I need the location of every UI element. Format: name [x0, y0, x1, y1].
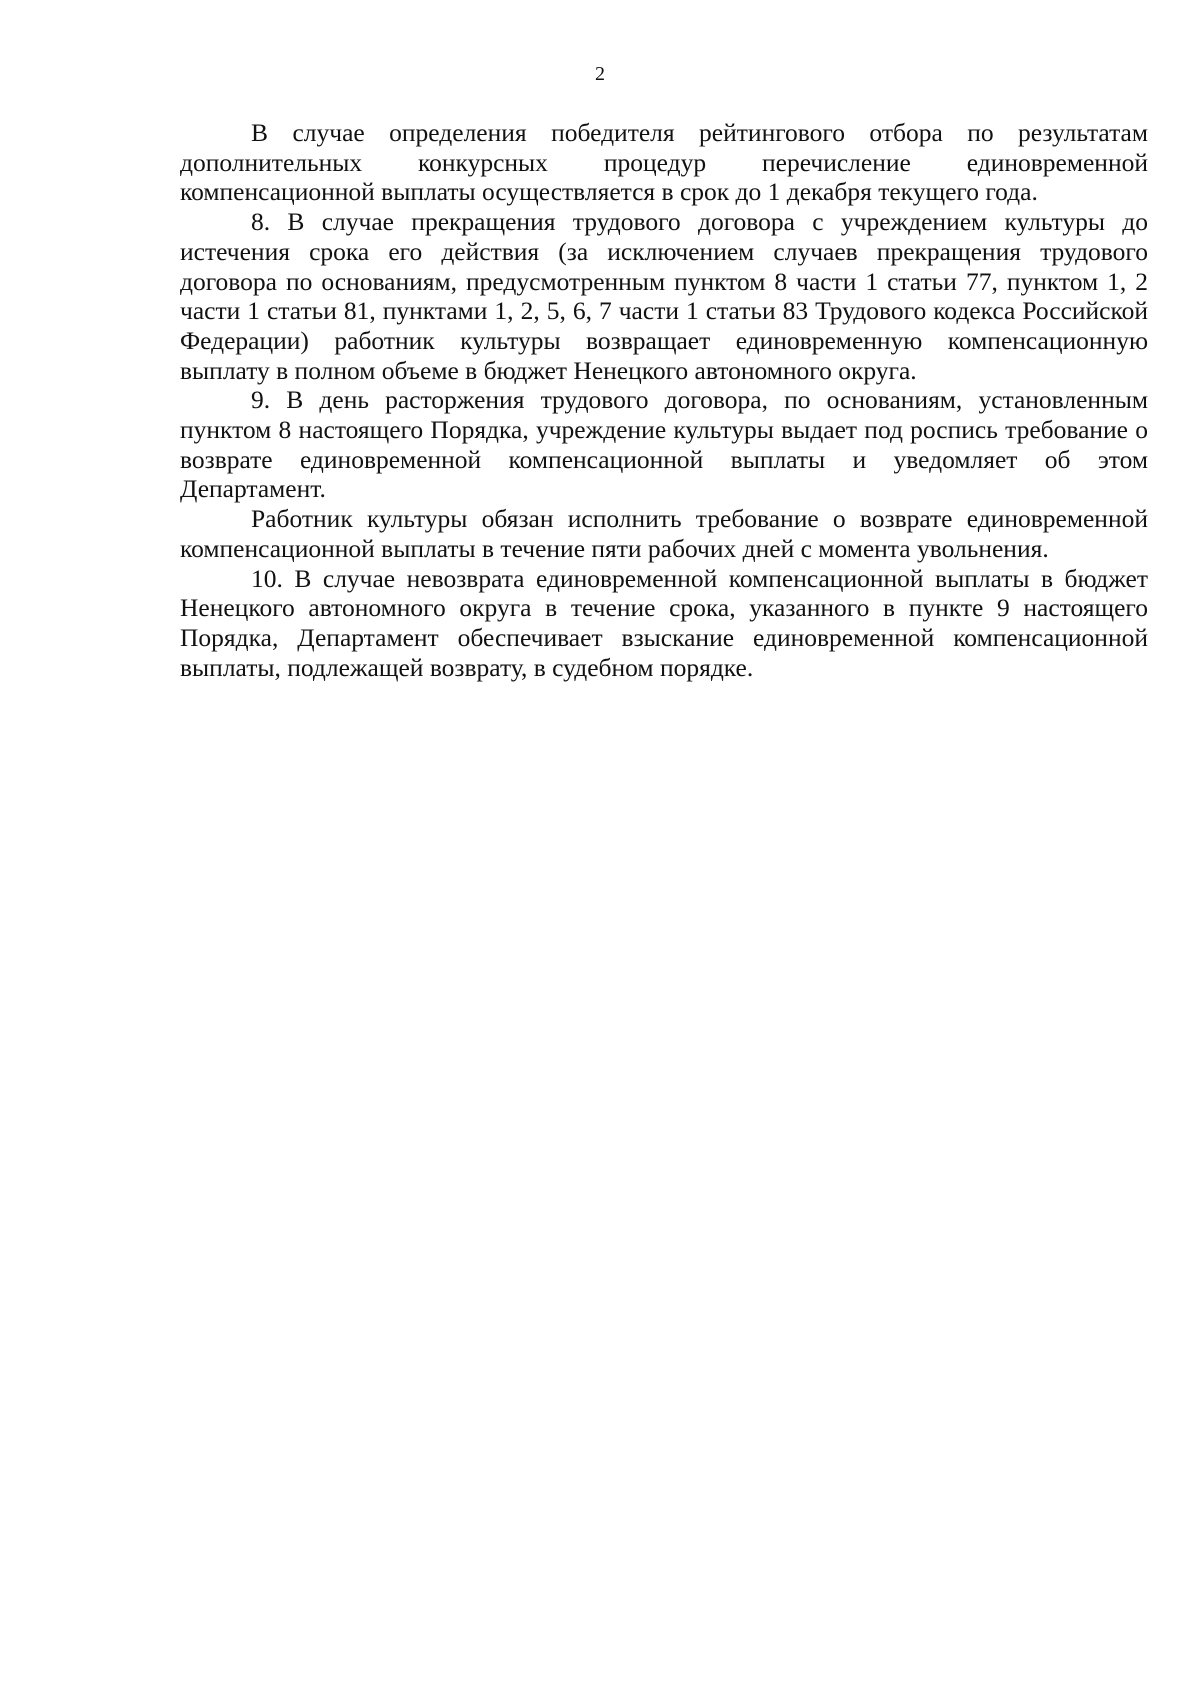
paragraph-return-obligation: Работник культуры обязан исполнить требование о возврате единовременной компенсационной выплаты в течение пяти рабочих дней с момента увольнения.	[180, 504, 1148, 563]
paragraph-8-contract-termination: 8. В случае прекращения трудового договора с учреждением культуры до истечения срока его действия (за исключением случаев прекращения трудового договора по основаниям, предусмотренным пунктом 8 части 1 статьи 77, пунктом 1, 2 части 1 статьи 81, пунктами 1, 2, 5, 6, 7 части 1 статьи 83 Трудового кодекса Российской Федерации) работник культуры возвращает единовременную компенсационную выплату в полном объеме в бюджет Ненецкого автономного округа.	[180, 207, 1148, 385]
paragraph-10-court-recovery: 10. В случае невозврата единовременной компенсационной выплаты в бюджет Ненецкого автономного округа в течение срока, указанного в пункте 9 настоящего Порядка, Департамент обеспечивает взыскание единовременной компенсационной выплаты, подлежащей возврату, в судебном порядке.	[180, 563, 1148, 682]
page-number: 2	[595, 63, 605, 85]
document-body	[180, 118, 1148, 682]
paragraph-9-return-requirement: 9. В день расторжения трудового договора, по основаниям, установленным пунктом 8 настоящего Порядка, учреждение культуры выдает под роспись требование о возврате единовременной компенсационной выплаты и уведомляет об этом Департамент.	[180, 385, 1148, 504]
paragraph-winner-payment-deadline: В случае определения победителя рейтингового отбора по результатам дополнительных конкурсных процедур перечисление единовременной компенсационной выплаты осуществляется в срок до 1 декабря текущего года.	[180, 118, 1148, 207]
